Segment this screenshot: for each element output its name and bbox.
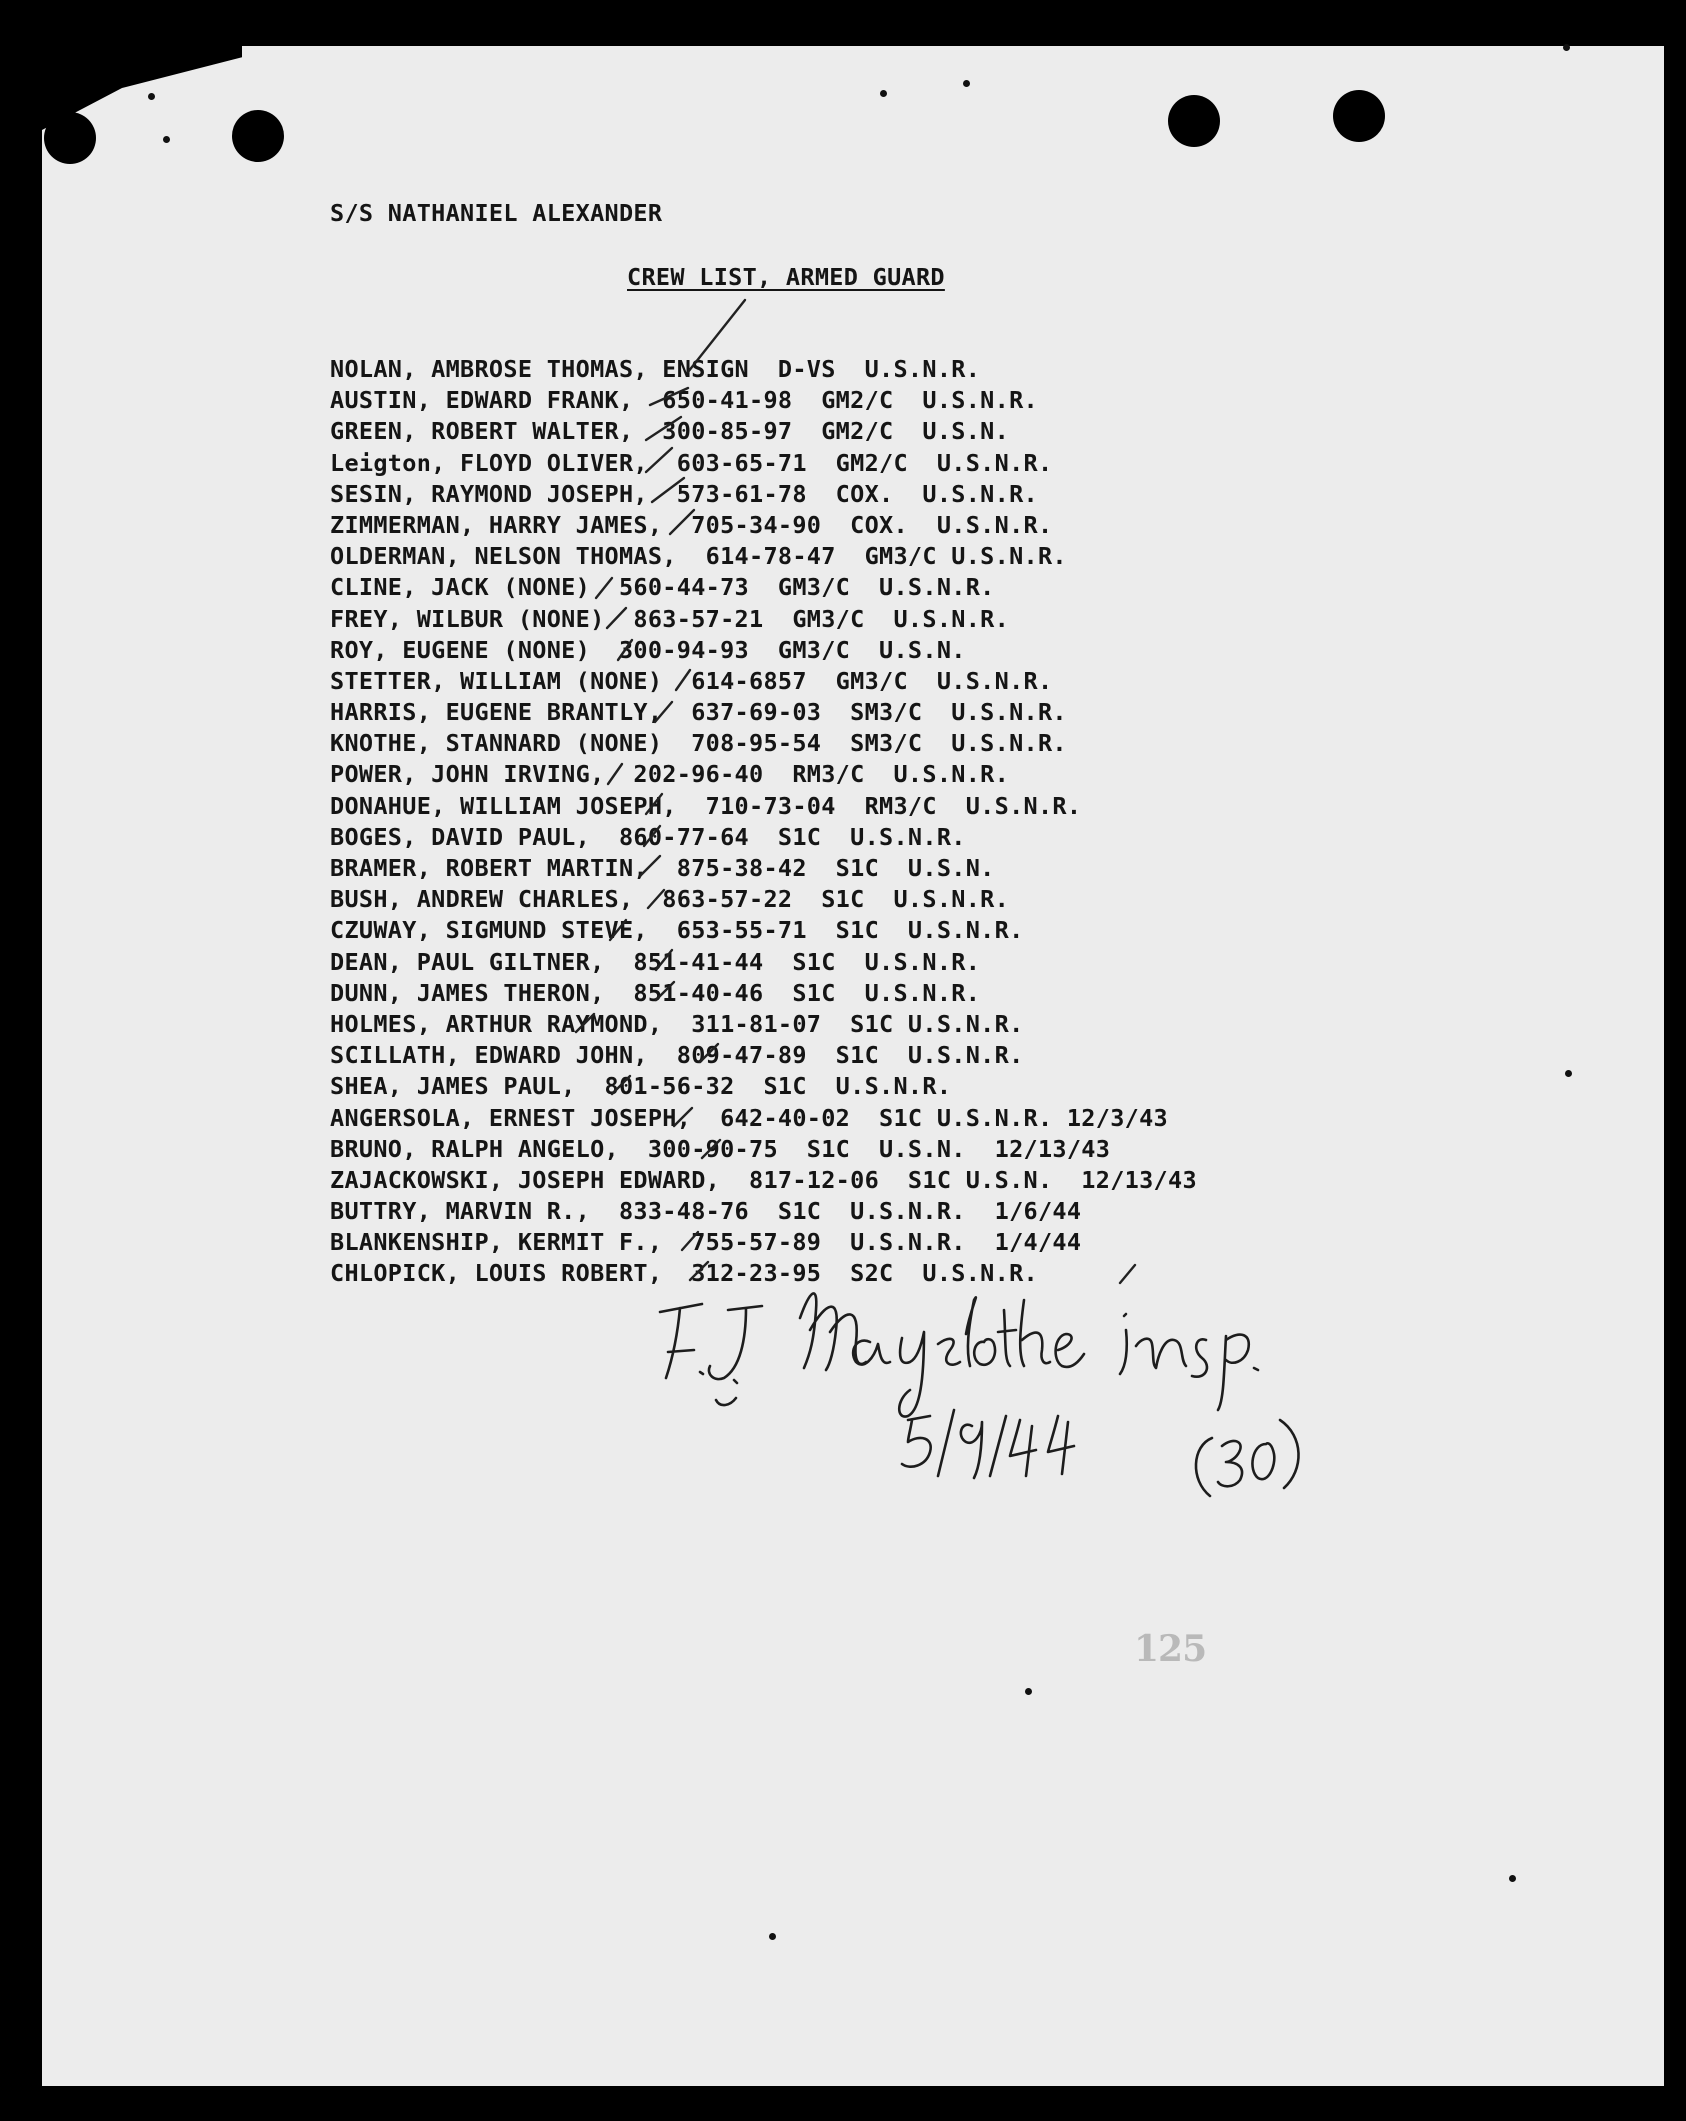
crew-row: DONAHUE, WILLIAM JOSEPH, 710-73-04 RM3/C U.S.N.R. xyxy=(330,791,1082,820)
crew-row: ROY, EUGENE (NONE) 300-94-93 GM3/C U.S.N. xyxy=(330,635,966,664)
ship-name: S/S NATHANIEL ALEXANDER xyxy=(330,199,663,227)
speck xyxy=(148,93,155,100)
crew-row: CLINE, JACK (NONE) 560-44-73 GM3/C U.S.N.R. xyxy=(330,573,995,602)
crew-row: ANGERSOLA, ERNEST JOSEPH, 642-40-02 S1C U.S.N.R. 12/3/43 xyxy=(330,1103,1168,1132)
crew-row: Leigton, FLOYD OLIVER, 603-65-71 GM2/C U.S.N.R. xyxy=(330,448,1053,477)
page-number-stamp: 125 xyxy=(1134,1628,1207,1670)
crew-row: AUSTIN, EDWARD FRANK, 650-41-98 GM2/C U.S.N.R. xyxy=(330,386,1038,415)
crew-row: ZAJACKOWSKI, JOSEPH EDWARD, 817-12-06 S1C U.S.N. 12/13/43 xyxy=(330,1165,1197,1194)
crew-row: SCILLATH, EDWARD JOHN, 809-47-89 S1C U.S.N.R. xyxy=(330,1041,1024,1070)
crew-row: CHLOPICK, LOUIS ROBERT, 312-23-95 S2C U.S.N.R. xyxy=(330,1259,1038,1288)
crew-row: POWER, JOHN IRVING, 202-96-40 RM3/C U.S.N.R. xyxy=(330,760,1010,789)
crew-row: STETTER, WILLIAM (NONE) 614-6857 GM3/C U.S.N.R. xyxy=(330,666,1053,695)
speck xyxy=(1509,1875,1516,1882)
crew-row: KNOTHE, STANNARD (NONE) 708-95-54 SM3/C U.S.N.R. xyxy=(330,729,1067,758)
crew-row: BUSH, ANDREW CHARLES, 863-57-22 S1C U.S.N.R. xyxy=(330,885,1010,914)
crew-row: BRUNO, RALPH ANGELO, 300-90-75 S1C U.S.N. 12/13/43 xyxy=(330,1134,1111,1163)
speck xyxy=(963,80,970,87)
crew-row: HARRIS, EUGENE BRANTLY, 637-69-03 SM3/C U.S.N.R. xyxy=(330,698,1067,727)
crew-row: GREEN, ROBERT WALTER, 300-85-97 GM2/C U.S.N. xyxy=(330,417,1010,446)
punch-hole-left xyxy=(44,112,96,164)
speck xyxy=(1025,1688,1032,1695)
crew-list xyxy=(330,354,1197,1290)
speck xyxy=(1563,44,1570,51)
punch-hole-right xyxy=(1168,95,1220,147)
speck xyxy=(769,1933,776,1940)
speck xyxy=(163,136,170,143)
handwritten-signature xyxy=(640,1270,1340,1520)
crew-row: SHEA, JAMES PAUL, 801-56-32 S1C U.S.N.R. xyxy=(330,1072,952,1101)
crew-row: BUTTRY, MARVIN R., 833-48-76 S1C U.S.N.R. 1/6/44 xyxy=(330,1197,1082,1226)
crew-row: BLANKENSHIP, KERMIT F., 755-57-89 U.S.N.R. 1/4/44 xyxy=(330,1228,1082,1257)
speck xyxy=(880,90,887,97)
speck xyxy=(1565,1070,1572,1077)
circled-count xyxy=(1196,1420,1299,1496)
punch-hole-right-2 xyxy=(1333,90,1385,142)
punch-hole-left-2 xyxy=(232,110,284,162)
crew-row: SESIN, RAYMOND JOSEPH, 573-61-78 COX. U.S.N.R. xyxy=(330,479,1038,508)
crew-row: DUNN, JAMES THERON, 851-40-46 S1C U.S.N.R. xyxy=(330,978,981,1007)
list-title: CREW LIST, ARMED GUARD xyxy=(627,263,945,291)
crew-row: BRAMER, ROBERT MARTIN, 875-38-42 S1C U.S.N. xyxy=(330,854,995,882)
crew-row: NOLAN, AMBROSE THOMAS, ENSIGN D-VS U.S.N.R. xyxy=(330,355,981,383)
crew-row: FREY, WILBUR (NONE) 863-57-21 GM3/C U.S.N.R. xyxy=(330,604,1010,633)
crew-row: CZUWAY, SIGMUND STEVE, 653-55-71 S1C U.S.N.R. xyxy=(330,916,1024,945)
crew-row: ZIMMERMAN, HARRY JAMES, 705-34-90 COX. U.S.N.R. xyxy=(330,510,1053,539)
crew-row: DEAN, PAUL GILTNER, 851-41-44 S1C U.S.N.R. xyxy=(330,947,981,976)
crew-row: HOLMES, ARTHUR RAYMOND, 311-81-07 S1C U.S.N.R. xyxy=(330,1009,1024,1038)
crew-row: OLDERMAN, NELSON THOMAS, 614-78-47 GM3/C U.S.N.R. xyxy=(330,542,1067,571)
crew-row: BOGES, DAVID PAUL, 860-77-64 S1C U.S.N.R. xyxy=(330,822,966,851)
